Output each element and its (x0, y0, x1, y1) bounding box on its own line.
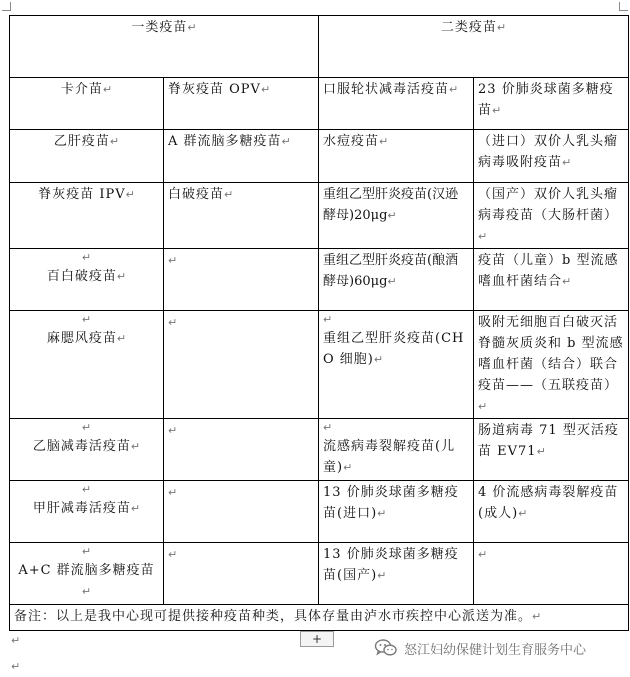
class2-cell: 重组乙型肝炎疫苗(酿酒酵母)60μg↵ (319, 249, 474, 311)
paragraph-mark: ↵ (323, 421, 333, 434)
class1-cell: 乙肝疫苗↵ (10, 130, 164, 183)
paragraph-mark: ↵ (387, 209, 397, 222)
paragraph-mark: ↵ (116, 270, 127, 283)
add-row-button[interactable]: + (300, 631, 334, 647)
paragraph-mark: ↵ (224, 188, 234, 201)
class1-cell: ↵ 百白破疫苗↵ (10, 249, 164, 311)
class2-cell: （进口）双价人乳头瘤病毒吸附疫苗↵ (474, 130, 629, 183)
class1-cell: ↵ A+C 群流脑多糖疫苗↵ (10, 543, 164, 605)
class2-cell: 4 价流感病毒裂解疫苗(成人)↵ (474, 481, 629, 543)
table-row (10, 311, 629, 419)
class1-cell (164, 249, 319, 311)
paragraph-mark: ↵ (449, 83, 459, 96)
class2-cell: 23 价肺炎球菌多糖疫苗↵ (474, 78, 629, 130)
class2-cell: 水痘疫苗↵ (319, 130, 474, 183)
paragraph-mark: ↵ (125, 188, 135, 201)
paragraph-mark: ↵ (168, 316, 178, 329)
watermark-text: 怒江妇幼保健计划生育服务中心 (404, 642, 587, 658)
wechat-icon (374, 638, 398, 658)
paragraph-mark: ↵ (11, 634, 21, 647)
paragraph-mark: ↵ (260, 83, 271, 96)
class2-cell: 吸附无细胞百白破灭活脊髓灰质炎和 b 型流感嗜血杆菌（结合）联合疫苗——（五联疫苗）↵ (474, 311, 629, 419)
class1-cell (164, 311, 319, 419)
note-row (10, 605, 629, 631)
paragraph-mark: ↵ (478, 548, 488, 561)
class1-cell (164, 543, 319, 605)
crop-mark-top-right (619, 2, 628, 11)
paragraph-mark: ↵ (536, 445, 546, 458)
paragraph-mark: ↵ (130, 502, 141, 515)
paragraph-mark: ↵ (187, 21, 197, 34)
class2-cell: 肠道病毒 71 型灭活疫苗 EV71↵ (474, 419, 629, 481)
paragraph-mark: ↵ (130, 440, 141, 453)
class1-cell: ↵ 麻腮风疫苗↵ (10, 311, 164, 419)
class2-cell: 重组乙型肝炎疫苗(汉逊酵母)20μg↵ (319, 183, 474, 249)
paragraph-mark: ↵ (478, 400, 488, 413)
paragraph-mark: ↵ (168, 548, 178, 561)
paragraph-mark: ↵ (102, 83, 113, 96)
paragraph-mark: ↵ (478, 230, 488, 243)
paragraph-mark: ↵ (81, 421, 92, 434)
class2-cell: ↵ 流感病毒裂解疫苗(儿童)↵ (319, 419, 474, 481)
header-row (10, 16, 629, 78)
class2-cell: 13 价肺炎球菌多糖疫苗(国产)↵ (319, 543, 474, 605)
paragraph-mark: ↵ (109, 135, 120, 148)
paragraph-mark: ↵ (562, 156, 572, 169)
paragraph-mark: ↵ (281, 135, 291, 148)
table-row (10, 130, 629, 183)
table-row (10, 481, 629, 543)
class2-cell: 疫苗（儿童）b 型流感嗜血杆菌结合↵ (474, 249, 629, 311)
class1-cell: ↵ 乙脑减毒活疫苗↵ (10, 419, 164, 481)
watermark (374, 637, 586, 659)
paragraph-mark: ↵ (387, 275, 397, 288)
vaccine-table (9, 15, 629, 631)
class1-cell: 脊灰疫苗 OPV↵ (164, 78, 319, 130)
table-row (10, 78, 629, 130)
table-row (10, 249, 629, 311)
table-row (10, 419, 629, 481)
class1-cell: 卡介苗↵ (10, 78, 164, 130)
paragraph-mark: ↵ (492, 104, 502, 117)
paragraph-mark: ↵ (116, 332, 127, 345)
paragraph-mark: ↵ (11, 660, 21, 673)
paragraph-mark: ↵ (323, 313, 333, 326)
class2-cell: 13 价肺炎球菌多糖疫苗(进口)↵ (319, 481, 474, 543)
table-row (10, 543, 629, 605)
note-cell: 备注：以上是我中心现可提供接种疫苗种类，具体存量由泸水市疾控中心派送为准。↵ (10, 605, 629, 631)
class1-cell: 白破疫苗↵ (164, 183, 319, 249)
paragraph-mark: ↵ (168, 424, 178, 437)
class2-cell: （国产）双价人乳头瘤病毒疫苗（大肠杆菌）↵ (474, 183, 629, 249)
paragraph-mark: ↵ (168, 254, 178, 267)
paragraph-mark: ↵ (496, 21, 507, 34)
paragraph-mark: ↵ (168, 486, 178, 499)
header-class2: 二类疫苗↵ (319, 16, 629, 78)
paragraph-mark: ↵ (81, 545, 92, 558)
paragraph-mark: ↵ (377, 507, 387, 520)
class1-cell (164, 481, 319, 543)
paragraph-mark: ↵ (343, 461, 353, 474)
class2-cell (474, 543, 629, 605)
paragraph-mark: ↵ (373, 353, 384, 366)
table-row (10, 183, 629, 249)
crop-mark-top-left (2, 2, 11, 11)
paragraph-mark: ↵ (81, 313, 92, 326)
class1-cell: 脊灰疫苗 IPV↵ (10, 183, 164, 249)
paragraph-mark: ↵ (379, 135, 389, 148)
paragraph-mark: ↵ (81, 251, 92, 264)
class2-cell: 口服轮状减毒活疫苗↵ (319, 78, 474, 130)
class1-cell: A 群流脑多糖疫苗↵ (164, 130, 319, 183)
paragraph-mark: ↵ (532, 610, 542, 623)
class2-cell: ↵ 重组乙型肝炎疫苗(CHO 细胞)↵ (319, 311, 474, 419)
header-class1: 一类疫苗↵ (10, 16, 319, 78)
paragraph-mark: ↵ (81, 585, 92, 598)
paragraph-mark: ↵ (562, 275, 572, 288)
class1-cell (164, 419, 319, 481)
paragraph-mark: ↵ (81, 483, 92, 496)
paragraph-mark: ↵ (377, 569, 387, 582)
paragraph-mark: ↵ (518, 507, 528, 520)
class1-cell: ↵ 甲肝减毒活疫苗↵ (10, 481, 164, 543)
